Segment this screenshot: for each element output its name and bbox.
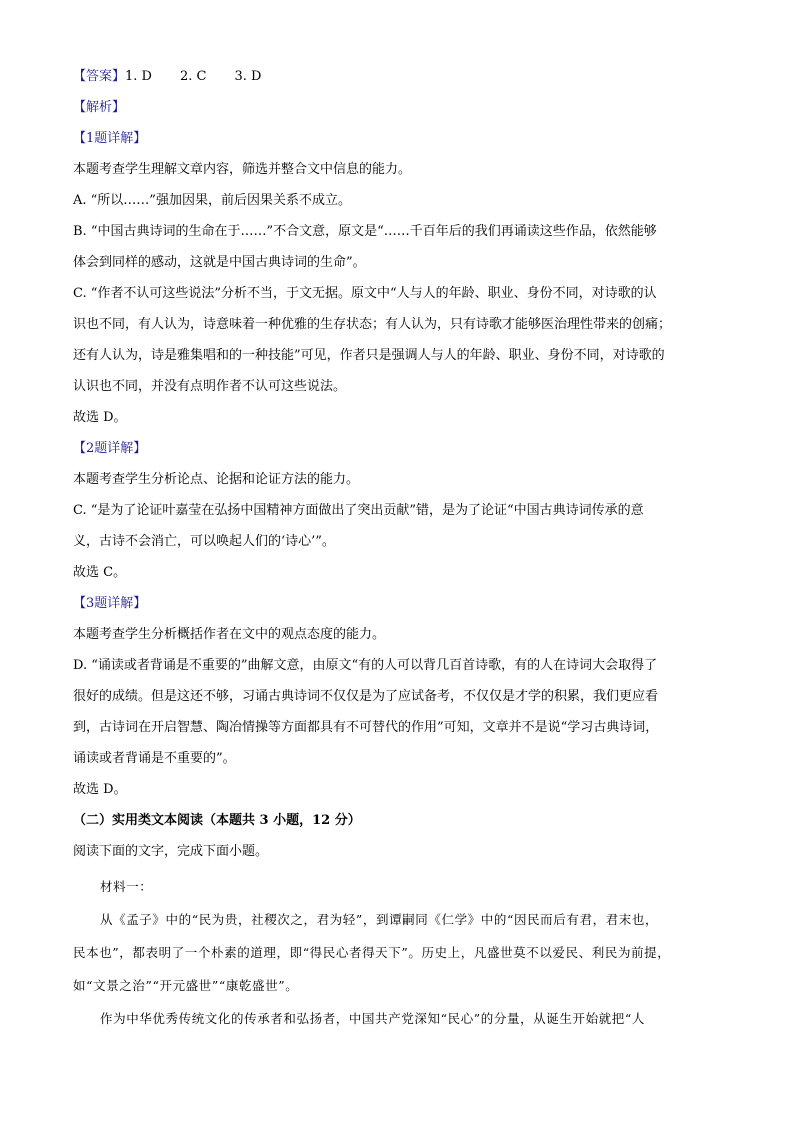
- q3-line: D. “诵读或者背诵是不重要的”曲解文意，由原文“有的人可以背几百首诗歌，有的人在诗词大会取得了: [73, 658, 658, 673]
- answer-line: [73, 68, 721, 86]
- q1-line: 本题考查学生理解文章内容，筛选并整合文中信息的能力。: [73, 162, 412, 177]
- q3-line: 本题考查学生分析概括作者在文中的观点态度的能力。: [73, 627, 386, 642]
- q3-line: 到，古诗词在开启智慧、陶冶情操等方面都具有不可替代的作用”可知，文章并不是说“学习古典诗词，: [73, 720, 659, 735]
- q2-title: 【2题详解】: [73, 441, 147, 456]
- material-label: 材料一：: [100, 879, 153, 894]
- passage-line: 民本也”，都表明了一个朴素的道理，即“得民心者得天下”。历史上，凡盛世莫不以爱民、利民为前提，: [73, 945, 671, 960]
- q3-title: 【3题详解】: [73, 596, 147, 611]
- q1-line: A. “所以……”强加因果，前后因果关系不成立。: [73, 193, 351, 208]
- q1-line: 认识也不同，并没有点明作者不认可这些说法。: [73, 379, 347, 394]
- answer-item: 2. C: [179, 69, 207, 84]
- answer-item: 3. D: [234, 69, 262, 84]
- q2-line: C. “是为了论证叶嘉莹在弘扬中国精神方面做出了突出贡献”错，是为了论证“中国古典诗词传承的意: [73, 503, 644, 518]
- answer-item: 1. D: [125, 69, 152, 84]
- passage-line: 作为中华优秀传统文化的传承者和弘扬者，中国共产党深知“民心”的分量，从诞生开始就把“人: [100, 1011, 645, 1026]
- q1-line: C. “作者不认可这些说法”分析不当，于文无据。原文中“人与人的年龄、职业、身份不同，对诗歌的认: [73, 286, 657, 301]
- part-two-instruction: 阅读下面的文字，完成下面小题。: [73, 844, 269, 859]
- q1-line: 识也不同，有人认为，诗意味着一种优雅的生存状态；有人认为，只有诗歌才能够医治理性带来的创痛；: [73, 317, 672, 332]
- q3-line: 诵读或者背诵是不重要的”。: [73, 751, 236, 766]
- q2-conclusion: 故选 C。: [73, 565, 127, 580]
- passage-line: 从《孟子》中的“民为贵，社稷次之，君为轻”，到谭嗣同《仁学》中的“因民而后有君，君末也，: [100, 912, 659, 927]
- analysis-label: 【解析】: [73, 100, 126, 115]
- q1-line: 还有人认为，诗是雅集唱和的一种技能”可见，作者只是强调人与人的年龄、职业、身份不同，对诗歌的: [73, 348, 665, 363]
- q1-line: B. “中国古典诗词的生命在于……”不合文意，原文是“……千百年后的我们再诵读这些作品，依然能够: [73, 224, 657, 239]
- part-two-heading: （二）实用类文本阅读（本题共 3 小题，12 分）: [73, 813, 361, 828]
- q1-conclusion: 故选 D。: [73, 410, 127, 425]
- q3-conclusion: 故选 D。: [73, 782, 127, 797]
- q2-line: 本题考查学生分析论点、论据和论证方法的能力。: [73, 472, 360, 487]
- q1-line: 体会到同样的感动，这就是中国古典诗词的生命”。: [73, 255, 366, 270]
- answer-label: 【答案】: [73, 69, 126, 84]
- q2-line: 义，古诗不会消亡，可以唤起人们的‘诗心’”。: [73, 534, 335, 549]
- passage-line: 如“文景之治”“开元盛世”“康乾盛世”。: [73, 978, 299, 993]
- q3-line: 很好的成绩。但是这还不够，习诵古典诗词不仅仅是为了应试备考，不仅仅是才学的积累，我们更应看: [73, 689, 659, 704]
- q1-title: 【1题详解】: [73, 131, 147, 146]
